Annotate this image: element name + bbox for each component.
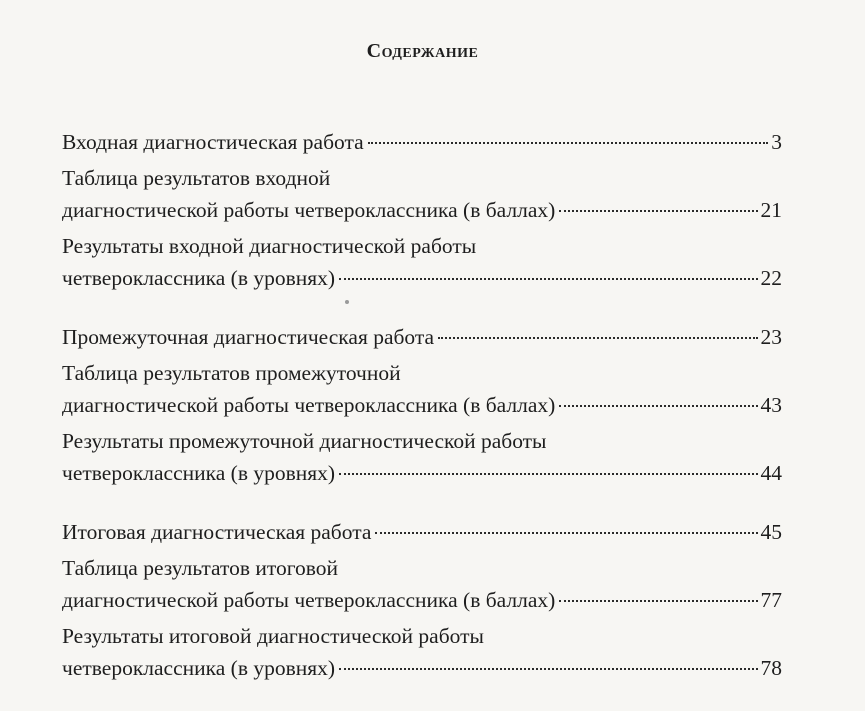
toc-entry-title: Входная диагностическая работа — [62, 130, 364, 154]
toc-page-number: 45 — [760, 520, 782, 544]
toc-entry[interactable] — [62, 516, 782, 548]
toc-entry[interactable] — [62, 162, 782, 226]
toc-entry-title-cont: четвероклассника (в уровнях) — [62, 266, 336, 290]
toc-page-number: 77 — [760, 588, 782, 612]
toc-page-number: 3 — [771, 130, 782, 154]
dot-leader — [339, 668, 757, 670]
toc-group-3 — [62, 516, 782, 684]
table-of-contents — [62, 126, 782, 711]
toc-entry[interactable] — [62, 357, 782, 421]
toc-page-number: 78 — [760, 656, 782, 680]
toc-entry-title: Результаты итоговой диагностической работы — [62, 624, 484, 648]
toc-entry[interactable] — [62, 230, 782, 294]
dot-leader — [559, 210, 757, 212]
toc-entry-title: Таблица результатов итоговой — [62, 556, 339, 580]
toc-entry-title-cont: диагностической работы четвероклассника (в баллах) — [62, 198, 556, 222]
toc-entry-line — [62, 389, 782, 421]
toc-entry-title-cont: четвероклассника (в уровнях) — [62, 461, 336, 485]
toc-page-number: 44 — [760, 461, 782, 485]
toc-entry-line — [62, 262, 782, 294]
toc-entry-title: Промежуточная диагностическая работа — [62, 325, 435, 349]
toc-entry[interactable] — [62, 321, 782, 353]
toc-group-1 — [62, 126, 782, 294]
dot-leader — [438, 337, 757, 339]
toc-entry-line — [62, 516, 782, 548]
dot-leader — [375, 532, 757, 534]
toc-entry[interactable] — [62, 620, 782, 684]
toc-entry-line — [62, 652, 782, 684]
toc-entry-title: Таблица результатов входной — [62, 166, 331, 190]
toc-page-number: 43 — [760, 393, 782, 417]
toc-page-number: 23 — [760, 325, 782, 349]
toc-entry-title-cont: четвероклассника (в уровнях) — [62, 656, 336, 680]
toc-entry-line — [62, 194, 782, 226]
toc-entry-title-cont: диагностической работы четвероклассника (в баллах) — [62, 393, 556, 417]
toc-entry-title-cont: диагностической работы четвероклассника (в баллах) — [62, 588, 556, 612]
dot-leader — [559, 405, 757, 407]
toc-page-number: 21 — [760, 198, 782, 222]
toc-entry[interactable] — [62, 425, 782, 489]
toc-entry-title: Результаты входной диагностической работы — [62, 234, 477, 258]
dot-leader — [559, 600, 757, 602]
page-title: Содержание — [366, 40, 479, 62]
toc-group-2 — [62, 321, 782, 489]
dot-leader — [339, 278, 757, 280]
toc-entry-title: Таблица результатов промежуточной — [62, 361, 401, 385]
dot-leader — [339, 473, 757, 475]
toc-entry-title: Итоговая диагностическая работа — [62, 520, 372, 544]
dot-leader — [368, 142, 769, 144]
toc-entry-title: Результаты промежуточной диагностической работы — [62, 429, 547, 453]
toc-entry-line — [62, 321, 782, 353]
toc-entry[interactable] — [62, 126, 782, 158]
toc-entry[interactable] — [62, 552, 782, 616]
toc-entry-line — [62, 584, 782, 616]
toc-entry-line — [62, 126, 782, 158]
toc-page-number: 22 — [760, 266, 782, 290]
toc-entry-line — [62, 457, 782, 489]
